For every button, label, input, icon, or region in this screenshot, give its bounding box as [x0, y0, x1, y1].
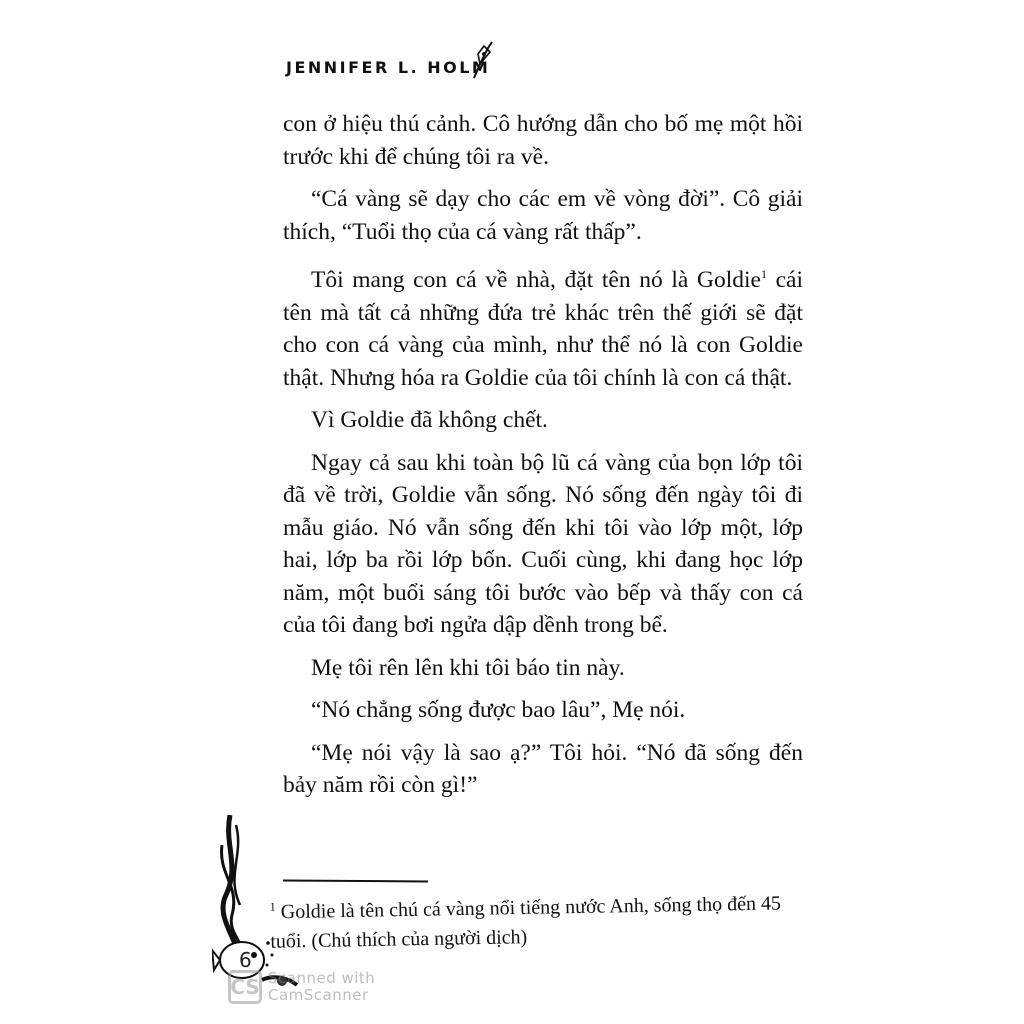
paragraph: “Mẹ nói vậy là sao ạ?” Tôi hỏi. “Nó đã sống đến bảy năm rồi còn gì!” — [283, 739, 803, 798]
footnote-reference: 1 — [760, 267, 767, 281]
paragraph: “Cá vàng sẽ dạy cho các em về vòng đời”. Cô giải thích, “Tuổi thọ của cá vàng rất thấp”. — [283, 186, 803, 245]
footnote — [269, 883, 810, 956]
paragraph: Mẹ tôi rên lên khi tôi báo tin này. — [311, 654, 625, 681]
paragraph-text: Tôi mang con cá về nhà, đặt tên nó là Goldie — [311, 267, 761, 293]
paragraph: Ngay cả sau khi toàn bộ lũ cá vàng của bọn lớp tôi đã về trời, Goldie vẫn sống. Nó sống đến ngày tôi đi mẫu giáo. Nó vẫn sống đến khi tôi vào lớp một, lớp hai, lớp ba rồi lớp bốn. Cuối cùng, khi đang học lớp năm, một buổi sáng tôi bước vào bếp và thấy con cá của tôi đang bơi ngửa dập dềnh trong bể. — [283, 449, 803, 638]
footnote-text: Goldie là tên chú cá vàng nổi tiếng nước Anh, sống thọ đến 45 tuổi. (Chú thích của người dịch) — [270, 892, 782, 953]
watermark-line-1: Scanned with — [268, 969, 376, 987]
running-header-author: JENNIFER L. HOLM — [286, 58, 491, 77]
watermark-line-2: CamScanner — [268, 986, 369, 1004]
camscanner-watermark — [228, 970, 375, 1004]
footnote-divider — [283, 879, 428, 882]
footnote-marker: 1 — [269, 899, 276, 914]
paragraph: “Nó chẳng sống được bao lâu”, Mẹ nói. — [311, 697, 686, 723]
paragraph-text: cái tên mà tất cả những đứa trẻ khác trên thế giới sẽ đặt cho con cá vàng của mình, như thể nó là con Goldie thật. Nhưng hóa ra Goldie của tôi chính là con cá thật. — [283, 267, 803, 391]
page-number: 6 — [239, 948, 252, 972]
paragraph: Vì Goldie đã không chết. — [311, 407, 548, 433]
pen-nib-icon — [470, 40, 496, 80]
paragraph: con ở hiệu thú cảnh. Cô hướng dẫn cho bố mẹ một hồi trước khi để chúng tôi ra về. — [283, 111, 803, 170]
camscanner-logo-icon: CS — [228, 970, 262, 1004]
paragraph — [283, 258, 803, 394]
body-text — [283, 108, 803, 812]
seaweed-icon — [210, 815, 260, 955]
